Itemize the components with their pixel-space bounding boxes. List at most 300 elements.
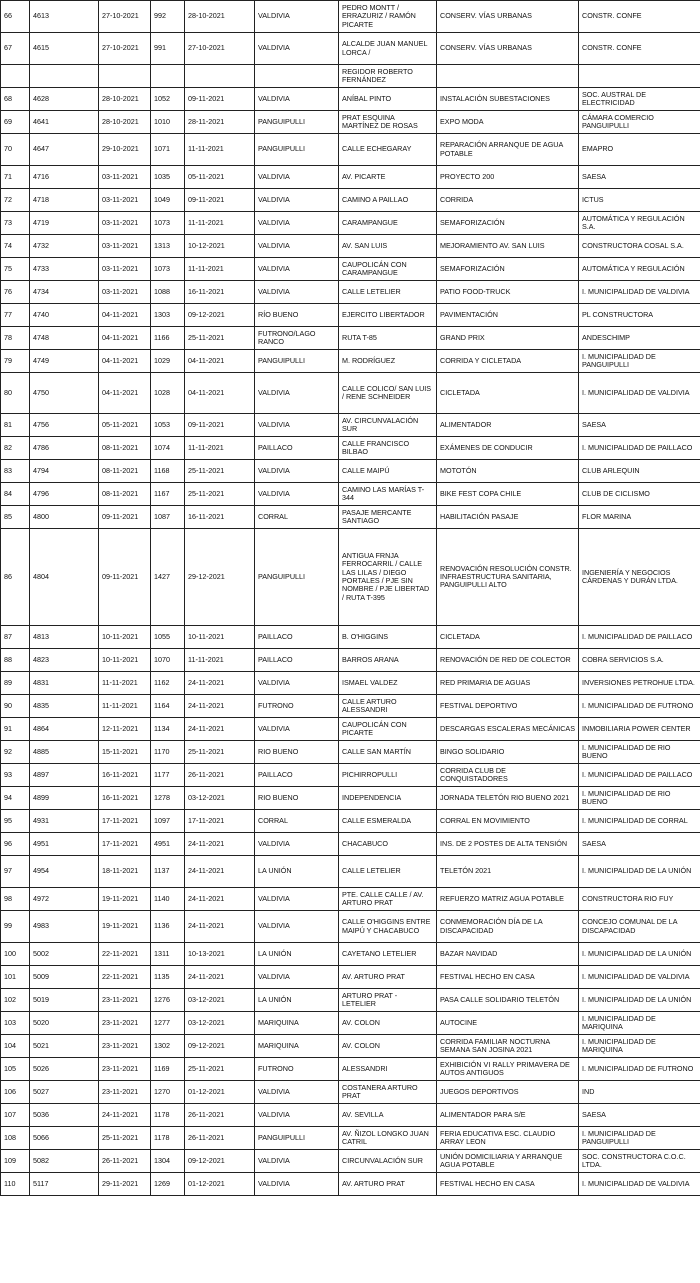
- table-cell: PANGUIPULLI: [255, 111, 339, 134]
- table-cell: CONSERV. VÍAS URBANAS: [437, 1, 579, 33]
- table-cell: FESTIVAL HECHO EN CASA: [437, 966, 579, 989]
- table-cell: EXHIBICIÓN VI RALLY PRIMAVERA DE AUTOS ANTIGUOS: [437, 1058, 579, 1081]
- table-cell: CLUB ARLEQUIN: [579, 460, 700, 483]
- table-cell: 80: [1, 373, 30, 414]
- table-cell: FESTIVAL DEPORTIVO: [437, 695, 579, 718]
- table-cell: VALDIVIA: [255, 1173, 339, 1196]
- table-cell: 29-12-2021: [185, 529, 255, 626]
- table-cell: 1073: [151, 212, 185, 235]
- table-cell: 66: [1, 1, 30, 33]
- table-cell: FUTRONO/LAGO RANCO: [255, 327, 339, 350]
- table-cell: CARAMPANGUE: [339, 212, 437, 235]
- table-cell: 26-11-2021: [185, 764, 255, 787]
- table-cell: 1053: [151, 414, 185, 437]
- table-cell: 25-11-2021: [185, 327, 255, 350]
- table-cell: 107: [1, 1104, 30, 1127]
- table-cell: 1137: [151, 856, 185, 888]
- table-cell: 11-11-2021: [185, 258, 255, 281]
- table-cell: CALLE MAIPÚ: [339, 460, 437, 483]
- table-row: [1, 810, 700, 833]
- table-cell: I. MUNICIPALIDAD DE VALDIVIA: [579, 281, 700, 304]
- table-cell: 102: [1, 989, 30, 1012]
- table-cell: CÁMARA COMERCIO PANGUIPULLI: [579, 111, 700, 134]
- table-cell: VALDIVIA: [255, 258, 339, 281]
- table-row: [1, 1035, 700, 1058]
- table-cell: AUTOMÁTICA Y REGULACIÓN: [579, 258, 700, 281]
- table-cell: CONSTR. CONFE: [579, 1, 700, 33]
- table-row: [1, 166, 700, 189]
- table-cell: 85: [1, 506, 30, 529]
- table-cell: CALLE LETELIER: [339, 856, 437, 888]
- table-cell: 28-10-2021: [185, 1, 255, 33]
- table-cell: 70: [1, 134, 30, 166]
- table-cell: 24-11-2021: [185, 888, 255, 911]
- table-cell: VALDIVIA: [255, 88, 339, 111]
- table-row: [1, 1104, 700, 1127]
- table-cell: 96: [1, 833, 30, 856]
- table-cell: 24-11-2021: [185, 833, 255, 856]
- table-cell: 1168: [151, 460, 185, 483]
- table-cell: CALLE COLICO/ SAN LUIS / RENE SCHNEIDER: [339, 373, 437, 414]
- table-cell: 109: [1, 1150, 30, 1173]
- table-cell: 84: [1, 483, 30, 506]
- table-cell: 5036: [30, 1104, 99, 1127]
- table-cell: 10-11-2021: [99, 626, 151, 649]
- table-cell: CAMINO A PAILLAO: [339, 189, 437, 212]
- table-cell: B. O'HIGGINS: [339, 626, 437, 649]
- table-cell: 04-11-2021: [99, 327, 151, 350]
- table-cell: AV. COLON: [339, 1012, 437, 1035]
- table-cell: 25-11-2021: [99, 1127, 151, 1150]
- table-cell: VALDIVIA: [255, 1150, 339, 1173]
- table-cell: CAUPOLICÁN CON PICARTE: [339, 718, 437, 741]
- table-row: [1, 111, 700, 134]
- table-row: [1, 65, 700, 88]
- table-row: [1, 460, 700, 483]
- table-row: [1, 414, 700, 437]
- table-cell: 03-12-2021: [185, 787, 255, 810]
- table-cell: 1087: [151, 506, 185, 529]
- table-cell: 03-11-2021: [99, 212, 151, 235]
- table-cell: 92: [1, 741, 30, 764]
- table-cell: 11-11-2021: [185, 649, 255, 672]
- table-cell: SOC. AUSTRAL DE ELECTRICIDAD: [579, 88, 700, 111]
- table-cell: 1140: [151, 888, 185, 911]
- table-cell: 10-11-2021: [99, 649, 151, 672]
- table-cell: VALDIVIA: [255, 833, 339, 856]
- table-cell: 27-10-2021: [185, 33, 255, 65]
- table-cell: [1, 65, 30, 88]
- table-row: [1, 88, 700, 111]
- table-cell: 76: [1, 281, 30, 304]
- table-cell: 4615: [30, 33, 99, 65]
- table-cell: 1162: [151, 672, 185, 695]
- table-cell: 74: [1, 235, 30, 258]
- table-cell: PAVIMENTACIÓN: [437, 304, 579, 327]
- table-cell: CALLE FRANCISCO BILBAO: [339, 437, 437, 460]
- table-row: [1, 718, 700, 741]
- table-cell: CONCEJO COMUNAL DE LA DISCAPACIDAD: [579, 911, 700, 943]
- table-row: [1, 212, 700, 235]
- table-cell: 22-11-2021: [99, 943, 151, 966]
- table-cell: 1049: [151, 189, 185, 212]
- table-cell: 09-12-2021: [185, 1035, 255, 1058]
- table-cell: 5082: [30, 1150, 99, 1173]
- table-cell: 110: [1, 1173, 30, 1196]
- table-cell: ICTUS: [579, 189, 700, 212]
- table-cell: 1178: [151, 1104, 185, 1127]
- table-cell: 5117: [30, 1173, 99, 1196]
- table-cell: RIO BUENO: [255, 787, 339, 810]
- table-cell: VALDIVIA: [255, 281, 339, 304]
- table-cell: MARIQUINA: [255, 1035, 339, 1058]
- table-cell: I. MUNICIPALIDAD DE LA UNIÓN: [579, 856, 700, 888]
- table-cell: 4748: [30, 327, 99, 350]
- table-cell: CALLE ESMERALDA: [339, 810, 437, 833]
- table-cell: ALESSANDRI: [339, 1058, 437, 1081]
- table-cell: 105: [1, 1058, 30, 1081]
- table-cell: 69: [1, 111, 30, 134]
- table-row: [1, 258, 700, 281]
- table-row: [1, 888, 700, 911]
- table-cell: REPARACIÓN ARRANQUE DE AGUA POTABLE: [437, 134, 579, 166]
- table-cell: 09-11-2021: [185, 414, 255, 437]
- table-cell: 09-12-2021: [185, 304, 255, 327]
- table-cell: LA UNIÓN: [255, 989, 339, 1012]
- table-cell: 24-11-2021: [185, 911, 255, 943]
- table-cell: 24-11-2021: [185, 718, 255, 741]
- table-cell: 24-11-2021: [185, 695, 255, 718]
- table-cell: 4972: [30, 888, 99, 911]
- table-cell: 1302: [151, 1035, 185, 1058]
- table-cell: CORRIDA: [437, 189, 579, 212]
- table-cell: GRAND PRIX: [437, 327, 579, 350]
- table-cell: 4951: [30, 833, 99, 856]
- table-row: [1, 649, 700, 672]
- table-cell: 1097: [151, 810, 185, 833]
- table-cell: 29-11-2021: [99, 1173, 151, 1196]
- table-row: [1, 787, 700, 810]
- table-cell: MARIQUINA: [255, 1012, 339, 1035]
- table-cell: 25-11-2021: [185, 1058, 255, 1081]
- table-cell: CALLE SAN MARTÍN: [339, 741, 437, 764]
- table-cell: 15-11-2021: [99, 741, 151, 764]
- table-cell: PICHIRROPULLI: [339, 764, 437, 787]
- table-cell: CALLE ARTURO ALESSANDRI: [339, 695, 437, 718]
- table-cell: AV. ARTURO PRAT: [339, 1173, 437, 1196]
- table-cell: 05-11-2021: [185, 166, 255, 189]
- table-cell: 08-11-2021: [99, 437, 151, 460]
- table-cell: SEMAFORIZACIÓN: [437, 212, 579, 235]
- table-cell: CONSTRUCTORA COSAL S.A.: [579, 235, 700, 258]
- table-cell: FESTIVAL HECHO EN CASA: [437, 1173, 579, 1196]
- table-cell: 97: [1, 856, 30, 888]
- table-cell: 1134: [151, 718, 185, 741]
- table-cell: VALDIVIA: [255, 966, 339, 989]
- table-cell: 1136: [151, 911, 185, 943]
- table-cell: BIKE FEST COPA CHILE: [437, 483, 579, 506]
- table-body: [1, 1, 700, 1196]
- table-cell: INGENIERÍA Y NEGOCIOS CÁRDENAS Y DURÁN LTDA.: [579, 529, 700, 626]
- table-cell: PANGUIPULLI: [255, 1127, 339, 1150]
- table-cell: EJERCITO LIBERTADOR: [339, 304, 437, 327]
- table-cell: [579, 65, 700, 88]
- table-cell: AV. ÑIZOL LONGKO JUAN CATRIL: [339, 1127, 437, 1150]
- table-cell: RED PRIMARIA DE AGUAS: [437, 672, 579, 695]
- table-cell: 5027: [30, 1081, 99, 1104]
- table-cell: 09-11-2021: [185, 189, 255, 212]
- table-cell: PANGUIPULLI: [255, 134, 339, 166]
- table-cell: AV. COLON: [339, 1035, 437, 1058]
- table-row: [1, 911, 700, 943]
- table-cell: 03-11-2021: [99, 258, 151, 281]
- table-cell: 83: [1, 460, 30, 483]
- table-cell: ALIMENTADOR: [437, 414, 579, 437]
- table-cell: 4718: [30, 189, 99, 212]
- table-cell: BAZAR NAVIDAD: [437, 943, 579, 966]
- table-cell: 88: [1, 649, 30, 672]
- table-cell: COBRA SERVICIOS S.A.: [579, 649, 700, 672]
- table-cell: AUTOCINE: [437, 1012, 579, 1035]
- table-cell: 11-11-2021: [99, 672, 151, 695]
- table-cell: 11-11-2021: [185, 212, 255, 235]
- table-cell: CALLE LETELIER: [339, 281, 437, 304]
- table-cell: 1304: [151, 1150, 185, 1173]
- table-cell: 4885: [30, 741, 99, 764]
- table-cell: SAESA: [579, 1104, 700, 1127]
- table-cell: 1177: [151, 764, 185, 787]
- table-cell: CORRIDA CLUB DE CONQUISTADORES: [437, 764, 579, 787]
- table-cell: IND: [579, 1081, 700, 1104]
- table-cell: AV. SEVILLA: [339, 1104, 437, 1127]
- table-cell: 82: [1, 437, 30, 460]
- table-cell: INMOBILIARIA POWER CENTER: [579, 718, 700, 741]
- table-cell: ANTIGUA FRNJA FERROCARRIL / CALLE LAS LILAS / DIEGO PORTALES / PJE SIN NOMBRE / PJE LIBERTAD / RUTA T-395: [339, 529, 437, 626]
- table-cell: VALDIVIA: [255, 718, 339, 741]
- table-cell: CAYETANO LETELIER: [339, 943, 437, 966]
- table-cell: 4756: [30, 414, 99, 437]
- table-row: [1, 529, 700, 626]
- table-cell: 4733: [30, 258, 99, 281]
- table-cell: 1028: [151, 373, 185, 414]
- table-cell: 1073: [151, 258, 185, 281]
- table-cell: 4641: [30, 111, 99, 134]
- table-cell: 4831: [30, 672, 99, 695]
- table-cell: LA UNIÓN: [255, 856, 339, 888]
- table-cell: AV. CIRCUNVALACIÓN SUR: [339, 414, 437, 437]
- table-cell: 23-11-2021: [99, 1012, 151, 1035]
- table-cell: 4804: [30, 529, 99, 626]
- table-cell: REFUERZO MATRIZ AGUA POTABLE: [437, 888, 579, 911]
- table-cell: VALDIVIA: [255, 414, 339, 437]
- table-cell: 17-11-2021: [99, 833, 151, 856]
- table-cell: 1052: [151, 88, 185, 111]
- table-cell: 90: [1, 695, 30, 718]
- table-cell: 24-11-2021: [185, 856, 255, 888]
- table-cell: VALDIVIA: [255, 483, 339, 506]
- table-cell: ARTURO PRAT - LETELIER: [339, 989, 437, 1012]
- table-cell: 16-11-2021: [99, 764, 151, 787]
- table-cell: RÍO BUENO: [255, 304, 339, 327]
- table-row: [1, 235, 700, 258]
- table-cell: VALDIVIA: [255, 189, 339, 212]
- table-cell: AUTOMÁTICA Y REGULACIÓN S.A.: [579, 212, 700, 235]
- table-cell: 03-11-2021: [99, 281, 151, 304]
- table-cell: 12-11-2021: [99, 718, 151, 741]
- table-cell: 4954: [30, 856, 99, 888]
- table-cell: 5020: [30, 1012, 99, 1035]
- table-cell: FUTRONO: [255, 695, 339, 718]
- table-row: [1, 1081, 700, 1104]
- table-cell: PAILLACO: [255, 626, 339, 649]
- table-cell: 26-11-2021: [185, 1104, 255, 1127]
- table-cell: 1276: [151, 989, 185, 1012]
- table-cell: JUEGOS DEPORTIVOS: [437, 1081, 579, 1104]
- table-cell: 16-11-2021: [185, 281, 255, 304]
- table-cell: ISMAEL VALDEZ: [339, 672, 437, 695]
- table-cell: 4740: [30, 304, 99, 327]
- table-cell: PANGUIPULLI: [255, 529, 339, 626]
- table-cell: 25-11-2021: [185, 741, 255, 764]
- table-cell: [30, 65, 99, 88]
- table-cell: 4813: [30, 626, 99, 649]
- table-cell: 1277: [151, 1012, 185, 1035]
- table-cell: ANDESCHIMP: [579, 327, 700, 350]
- table-cell: VALDIVIA: [255, 672, 339, 695]
- table-cell: 75: [1, 258, 30, 281]
- table-row: [1, 966, 700, 989]
- table-cell: REGIDOR ROBERTO FERNÁNDEZ: [339, 65, 437, 88]
- table-cell: 1088: [151, 281, 185, 304]
- table-cell: CHACABUCO: [339, 833, 437, 856]
- table-cell: 4628: [30, 88, 99, 111]
- table-cell: SEMAFORIZACIÓN: [437, 258, 579, 281]
- table-cell: 27-10-2021: [99, 1, 151, 33]
- table-row: [1, 764, 700, 787]
- table-cell: AV. SAN LUIS: [339, 235, 437, 258]
- table-cell: CICLETADA: [437, 373, 579, 414]
- table-cell: 5019: [30, 989, 99, 1012]
- table-cell: 16-11-2021: [185, 506, 255, 529]
- table-cell: RIO BUENO: [255, 741, 339, 764]
- table-cell: 22-11-2021: [99, 966, 151, 989]
- table-cell: EMAPRO: [579, 134, 700, 166]
- table-cell: MEJORAMIENTO AV. SAN LUIS: [437, 235, 579, 258]
- table-cell: 1070: [151, 649, 185, 672]
- table-cell: 991: [151, 33, 185, 65]
- table-cell: 17-11-2021: [99, 810, 151, 833]
- table-cell: 71: [1, 166, 30, 189]
- table-cell: 1164: [151, 695, 185, 718]
- table-cell: 05-11-2021: [99, 414, 151, 437]
- table-cell: BINGO SOLIDARIO: [437, 741, 579, 764]
- table-cell: 26-11-2021: [185, 1127, 255, 1150]
- table-cell: 23-11-2021: [99, 1058, 151, 1081]
- table-cell: 1169: [151, 1058, 185, 1081]
- table-cell: 5026: [30, 1058, 99, 1081]
- table-cell: 1071: [151, 134, 185, 166]
- table-cell: 78: [1, 327, 30, 350]
- table-cell: 23-11-2021: [99, 1081, 151, 1104]
- table-cell: BARROS ARANA: [339, 649, 437, 672]
- table-cell: I. MUNICIPALIDAD DE VALDIVIA: [579, 373, 700, 414]
- table-cell: [437, 65, 579, 88]
- table-cell: VALDIVIA: [255, 1104, 339, 1127]
- table-cell: 09-11-2021: [99, 529, 151, 626]
- table-cell: SAESA: [579, 833, 700, 856]
- table-cell: CAUPOLICÁN CON CARAMPANGUE: [339, 258, 437, 281]
- table-cell: 23-11-2021: [99, 989, 151, 1012]
- table-row: [1, 989, 700, 1012]
- table-cell: VALDIVIA: [255, 212, 339, 235]
- table-cell: CALLE ECHEGARAY: [339, 134, 437, 166]
- table-cell: 09-12-2021: [185, 1150, 255, 1173]
- table-cell: I. MUNICIPALIDAD DE CORRAL: [579, 810, 700, 833]
- table-cell: I. MUNICIPALIDAD DE FUTRONO: [579, 1058, 700, 1081]
- table-cell: VALDIVIA: [255, 911, 339, 943]
- table-cell: 29-10-2021: [99, 134, 151, 166]
- table-cell: 99: [1, 911, 30, 943]
- table-cell: 01-12-2021: [185, 1081, 255, 1104]
- table-cell: CONSTR. CONFE: [579, 33, 700, 65]
- table-cell: 67: [1, 33, 30, 65]
- table-row: [1, 350, 700, 373]
- table-cell: I. MUNICIPALIDAD DE VALDIVIA: [579, 966, 700, 989]
- table-cell: 11-11-2021: [185, 134, 255, 166]
- table-row: [1, 373, 700, 414]
- table-cell: 93: [1, 764, 30, 787]
- table-cell: 23-11-2021: [99, 1035, 151, 1058]
- table-cell: I. MUNICIPALIDAD DE PAILLACO: [579, 764, 700, 787]
- table-cell: PTE. CALLE CALLE / AV. ARTURO PRAT: [339, 888, 437, 911]
- table-cell: 106: [1, 1081, 30, 1104]
- table-cell: 1167: [151, 483, 185, 506]
- table-cell: 4931: [30, 810, 99, 833]
- table-cell: TELETÓN 2021: [437, 856, 579, 888]
- table-cell: VALDIVIA: [255, 1, 339, 33]
- table-cell: I. MUNICIPALIDAD DE MARIQUINA: [579, 1012, 700, 1035]
- table-cell: 95: [1, 810, 30, 833]
- table-cell: LA UNIÓN: [255, 943, 339, 966]
- table-cell: PAILLACO: [255, 437, 339, 460]
- table-cell: FUTRONO: [255, 1058, 339, 1081]
- table-cell: 10-13-2021: [185, 943, 255, 966]
- table-cell: 25-11-2021: [185, 460, 255, 483]
- table-row: [1, 134, 700, 166]
- table-cell: 04-11-2021: [99, 304, 151, 327]
- table-cell: EXÁMENES DE CONDUCIR: [437, 437, 579, 460]
- table-cell: 1074: [151, 437, 185, 460]
- table-cell: 4796: [30, 483, 99, 506]
- table-row: [1, 281, 700, 304]
- table-cell: 1135: [151, 966, 185, 989]
- table-cell: 25-11-2021: [185, 483, 255, 506]
- table-row: [1, 33, 700, 65]
- table-cell: VALDIVIA: [255, 460, 339, 483]
- table-cell: 1178: [151, 1127, 185, 1150]
- table-cell: 1311: [151, 943, 185, 966]
- table-cell: 81: [1, 414, 30, 437]
- table-cell: 5021: [30, 1035, 99, 1058]
- table-cell: 01-12-2021: [185, 1173, 255, 1196]
- table-cell: 03-11-2021: [99, 189, 151, 212]
- table-cell: 1303: [151, 304, 185, 327]
- table-cell: I. MUNICIPALIDAD DE PANGUIPULLI: [579, 350, 700, 373]
- table-cell: 28-11-2021: [185, 111, 255, 134]
- table-cell: 4734: [30, 281, 99, 304]
- table-cell: RENOVACIÓN RESOLUCIÓN CONSTR. INFRAESTRUCTURA SANITARIA, PANGUIPULLI ALTO: [437, 529, 579, 626]
- table-cell: PROYECTO 200: [437, 166, 579, 189]
